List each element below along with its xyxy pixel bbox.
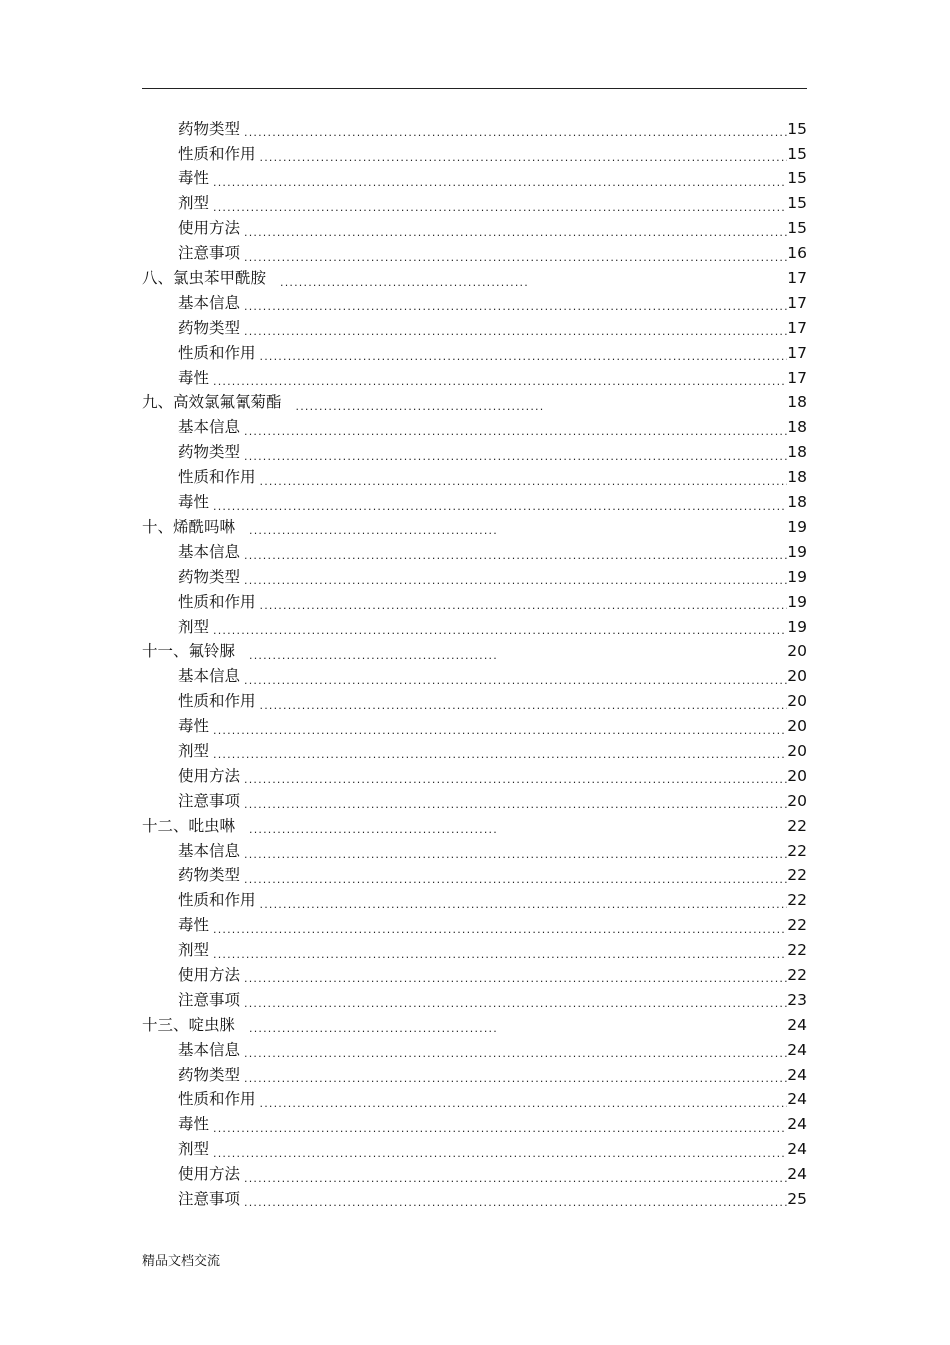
toc-page-number: 17 (787, 343, 807, 362)
toc-section-entry[interactable] (142, 241, 807, 266)
toc-page-number: 24 (787, 1015, 807, 1034)
toc-dot-leader (213, 371, 787, 387)
toc-page-number: 22 (787, 891, 807, 910)
toc-entry-label: 性质和作用 (178, 343, 256, 362)
toc-page-number: 15 (787, 144, 807, 163)
toc-entry-label: 使用方法 (178, 965, 241, 984)
toc-dot-leader (249, 1018, 497, 1034)
toc-entry-label: 九、高效氯氟氰菊酯 (142, 393, 282, 412)
toc-dot-leader (244, 246, 787, 262)
toc-section-entry[interactable] (142, 291, 807, 316)
toc-entry-label: 注意事项 (178, 244, 241, 263)
toc-chapter-entry[interactable] (142, 640, 807, 665)
toc-page-number: 19 (787, 567, 807, 586)
toc-dot-leader (249, 644, 497, 660)
toc-section-entry[interactable] (142, 167, 807, 192)
toc-section-entry[interactable] (142, 1088, 807, 1113)
toc-section-entry[interactable] (142, 366, 807, 391)
toc-dot-leader (244, 445, 787, 461)
toc-section-entry[interactable] (142, 889, 807, 914)
toc-page-number: 22 (787, 941, 807, 960)
toc-page-number: 20 (787, 717, 807, 736)
toc-page-number: 25 (787, 1189, 807, 1208)
toc-entry-label: 基本信息 (178, 1040, 241, 1059)
toc-dot-leader (260, 147, 787, 163)
toc-chapter-entry[interactable] (142, 814, 807, 839)
toc-section-entry[interactable] (142, 665, 807, 690)
toc-dot-leader (260, 694, 787, 710)
toc-dot-leader (244, 570, 787, 586)
toc-entry-label: 使用方法 (178, 766, 241, 785)
footer-text: 精品文档交流 (142, 1254, 221, 1269)
toc-entry-label: 十三、啶虫脒 (142, 1015, 236, 1034)
toc-dot-leader (249, 520, 497, 536)
toc-section-entry[interactable] (142, 465, 807, 490)
toc-page-number: 18 (787, 393, 807, 412)
toc-section-entry[interactable] (142, 615, 807, 640)
toc-page-number: 17 (787, 269, 807, 288)
toc-page-number: 19 (787, 617, 807, 636)
toc-page-number: 24 (787, 1040, 807, 1059)
toc-dot-leader (213, 943, 787, 959)
toc-section-entry[interactable] (142, 689, 807, 714)
toc-section-entry[interactable] (142, 864, 807, 889)
toc-dot-leader (213, 918, 787, 934)
toc-dot-leader (260, 346, 787, 362)
toc-entry-label: 使用方法 (178, 1165, 241, 1184)
toc-dot-leader (260, 470, 787, 486)
toc-section-entry[interactable] (142, 540, 807, 565)
toc-entry-label: 基本信息 (178, 667, 241, 686)
toc-section-entry[interactable] (142, 142, 807, 167)
toc-entry-label: 十一、氟铃脲 (142, 642, 236, 661)
toc-section-entry[interactable] (142, 341, 807, 366)
toc-entry-label: 毒性 (178, 916, 210, 935)
toc-section-entry[interactable] (142, 1138, 807, 1163)
toc-section-entry[interactable] (142, 714, 807, 739)
toc-entry-label: 注意事项 (178, 791, 241, 810)
toc-section-entry[interactable] (142, 117, 807, 142)
toc-dot-leader (244, 1192, 787, 1208)
toc-entry-label: 剂型 (178, 617, 210, 636)
toc-dot-leader (280, 271, 528, 287)
toc-dot-leader (244, 321, 787, 337)
toc-dot-leader (244, 545, 787, 561)
toc-page-number: 20 (787, 791, 807, 810)
toc-page-number: 24 (787, 1065, 807, 1084)
toc-page-number: 16 (787, 244, 807, 263)
toc-entry-label: 性质和作用 (178, 891, 256, 910)
toc-section-entry[interactable] (142, 590, 807, 615)
toc-page-number: 24 (787, 1115, 807, 1134)
toc-entry-label: 药物类型 (178, 866, 241, 885)
toc-entry-label: 药物类型 (178, 1065, 241, 1084)
toc-section-entry[interactable] (142, 914, 807, 939)
toc-page-number: 23 (787, 990, 807, 1009)
toc-dot-leader (213, 1142, 787, 1158)
toc-page-number: 15 (787, 169, 807, 188)
toc-entry-label: 药物类型 (178, 318, 241, 337)
toc-page-number: 18 (787, 493, 807, 512)
toc-entry-label: 药物类型 (178, 443, 241, 462)
toc-page-number: 17 (787, 318, 807, 337)
toc-page-number: 17 (787, 293, 807, 312)
toc-entry-label: 药物类型 (178, 119, 241, 138)
toc-page-number: 22 (787, 841, 807, 860)
toc-page-number: 15 (787, 119, 807, 138)
toc-section-entry[interactable] (142, 739, 807, 764)
toc-entry-label: 基本信息 (178, 542, 241, 561)
toc-dot-leader (244, 769, 787, 785)
toc-dot-leader (260, 893, 787, 909)
toc-page-number: 20 (787, 642, 807, 661)
toc-dot-leader (213, 744, 787, 760)
toc-dot-leader (244, 296, 787, 312)
toc-dot-leader (260, 595, 787, 611)
toc-dot-leader (244, 122, 787, 138)
toc-page-number: 18 (787, 443, 807, 462)
header-rule (142, 88, 807, 89)
toc-section-entry[interactable] (142, 490, 807, 515)
toc-entry-label: 性质和作用 (178, 468, 256, 487)
toc-dot-leader (244, 1043, 787, 1059)
toc-page-number: 22 (787, 916, 807, 935)
toc-entry-label: 十二、吡虫啉 (142, 816, 236, 835)
toc-dot-leader (213, 495, 787, 511)
toc-section-entry[interactable] (142, 217, 807, 242)
toc-chapter-entry[interactable] (142, 1013, 807, 1038)
toc-section-entry[interactable] (142, 1038, 807, 1063)
toc-section-entry[interactable] (142, 565, 807, 590)
toc-section-entry[interactable] (142, 1162, 807, 1187)
toc-page-number: 22 (787, 965, 807, 984)
toc-entry-label: 基本信息 (178, 841, 241, 860)
toc-dot-leader (213, 171, 787, 187)
toc-entry-label: 药物类型 (178, 567, 241, 586)
toc-section-entry[interactable] (142, 441, 807, 466)
toc-section-entry[interactable] (142, 963, 807, 988)
toc-dot-leader (244, 993, 787, 1009)
toc-section-entry[interactable] (142, 1113, 807, 1138)
toc-dot-leader (213, 719, 787, 735)
toc-page-number: 19 (787, 517, 807, 536)
toc-section-entry[interactable] (142, 764, 807, 789)
toc-page-number: 20 (787, 741, 807, 760)
toc-entry-label: 十、烯酰吗啉 (142, 517, 236, 536)
toc-dot-leader (213, 620, 787, 636)
table-of-contents (142, 117, 807, 1212)
toc-page-number: 20 (787, 667, 807, 686)
toc-section-entry[interactable] (142, 1063, 807, 1088)
toc-page-number: 22 (787, 866, 807, 885)
toc-entry-label: 八、氯虫苯甲酰胺 (142, 269, 267, 288)
toc-dot-leader (260, 1092, 787, 1108)
toc-page-number: 18 (787, 468, 807, 487)
toc-page-number: 15 (787, 194, 807, 213)
toc-entry-label: 注意事项 (178, 990, 241, 1009)
toc-entry-label: 剂型 (178, 1140, 210, 1159)
toc-dot-leader (244, 868, 787, 884)
toc-page-number: 19 (787, 592, 807, 611)
toc-dot-leader (244, 221, 787, 237)
toc-page-number: 24 (787, 1140, 807, 1159)
toc-entry-label: 剂型 (178, 941, 210, 960)
toc-section-entry[interactable] (142, 988, 807, 1013)
toc-dot-leader (244, 1167, 787, 1183)
toc-page-number: 22 (787, 816, 807, 835)
toc-dot-leader (244, 968, 787, 984)
toc-dot-leader (244, 794, 787, 810)
toc-entry-label: 基本信息 (178, 293, 241, 312)
toc-dot-leader (213, 196, 787, 212)
toc-entry-label: 毒性 (178, 169, 210, 188)
toc-section-entry[interactable] (142, 192, 807, 217)
toc-page-number: 20 (787, 766, 807, 785)
toc-entry-label: 毒性 (178, 717, 210, 736)
toc-page-number: 17 (787, 368, 807, 387)
toc-entry-label: 毒性 (178, 493, 210, 512)
toc-section-entry[interactable] (142, 789, 807, 814)
toc-chapter-entry[interactable] (142, 266, 807, 291)
toc-entry-label: 性质和作用 (178, 592, 256, 611)
toc-page-number: 15 (787, 219, 807, 238)
toc-section-entry[interactable] (142, 1187, 807, 1212)
toc-dot-leader (244, 844, 787, 860)
toc-dot-leader (244, 669, 787, 685)
toc-section-entry[interactable] (142, 416, 807, 441)
toc-dot-leader (296, 395, 544, 411)
toc-section-entry[interactable] (142, 938, 807, 963)
toc-page-number: 24 (787, 1165, 807, 1184)
toc-dot-leader (249, 819, 497, 835)
toc-page-number: 24 (787, 1090, 807, 1109)
toc-dot-leader (213, 1117, 787, 1133)
toc-entry-label: 毒性 (178, 1115, 210, 1134)
toc-chapter-entry[interactable] (142, 391, 807, 416)
toc-entry-label: 性质和作用 (178, 1090, 256, 1109)
toc-section-entry[interactable] (142, 839, 807, 864)
toc-entry-label: 剂型 (178, 194, 210, 213)
toc-page-number: 18 (787, 418, 807, 437)
toc-section-entry[interactable] (142, 316, 807, 341)
toc-entry-label: 使用方法 (178, 219, 241, 238)
toc-page-number: 20 (787, 692, 807, 711)
toc-page-number: 19 (787, 542, 807, 561)
toc-dot-leader (244, 1068, 787, 1084)
toc-entry-label: 毒性 (178, 368, 210, 387)
toc-entry-label: 性质和作用 (178, 692, 256, 711)
toc-chapter-entry[interactable] (142, 515, 807, 540)
toc-entry-label: 性质和作用 (178, 144, 256, 163)
toc-entry-label: 基本信息 (178, 418, 241, 437)
toc-entry-label: 剂型 (178, 741, 210, 760)
toc-dot-leader (244, 420, 787, 436)
toc-entry-label: 注意事项 (178, 1189, 241, 1208)
